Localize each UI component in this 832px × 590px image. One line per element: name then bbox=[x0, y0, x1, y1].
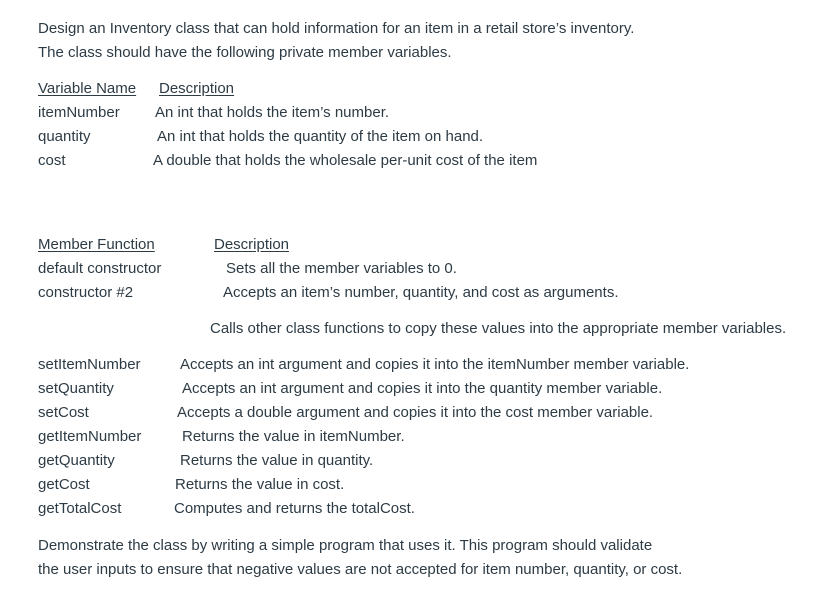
variable-name: quantity bbox=[38, 128, 91, 145]
function-name: setItemNumber bbox=[38, 356, 141, 373]
outro-line-2: the user inputs to ensure that negative values are not accepted for item number, quantity, or cost. bbox=[38, 561, 683, 578]
function-description: Accepts an int argument and copies it into the quantity member variable. bbox=[182, 380, 663, 397]
function-name: getItemNumber bbox=[38, 428, 142, 445]
function-description: Accepts an int argument and copies it into the itemNumber member variable. bbox=[180, 356, 690, 373]
function-description: Accepts an item’s number, quantity, and cost as arguments. bbox=[223, 284, 619, 301]
function-name: getCost bbox=[38, 476, 90, 493]
intro-line-2: The class should have the following private member variables. bbox=[38, 44, 452, 61]
function-name: default constructor bbox=[38, 260, 162, 277]
function-description: Sets all the member variables to 0. bbox=[226, 260, 457, 277]
function-name: setCost bbox=[38, 404, 89, 421]
variable-name: itemNumber bbox=[38, 104, 120, 121]
variable-description: A double that holds the wholesale per-unit cost of the item bbox=[153, 152, 538, 169]
function-name: getTotalCost bbox=[38, 500, 122, 517]
function-description: Returns the value in quantity. bbox=[180, 452, 374, 469]
function-name: constructor #2 bbox=[38, 284, 134, 301]
function-description: Computes and returns the totalCost. bbox=[174, 500, 415, 517]
variable-name-header: Variable Name bbox=[38, 80, 137, 97]
function-name: getQuantity bbox=[38, 452, 115, 469]
function-description: Returns the value in itemNumber. bbox=[182, 428, 405, 445]
function-description: Accepts a double argument and copies it into the cost member variable. bbox=[177, 404, 654, 421]
function-description-continued: Calls other class functions to copy these values into the appropriate member variables. bbox=[210, 320, 787, 337]
outro-line-1: Demonstrate the class by writing a simple program that uses it. This program should validate bbox=[38, 537, 653, 554]
variable-name: cost bbox=[38, 152, 66, 169]
function-description-header: Description bbox=[214, 236, 290, 253]
member-function-header: Member Function bbox=[38, 236, 155, 253]
function-name: setQuantity bbox=[38, 380, 114, 397]
variable-description-header: Description bbox=[159, 80, 235, 97]
function-description: Returns the value in cost. bbox=[175, 476, 345, 493]
variable-description: An int that holds the item’s number. bbox=[155, 104, 390, 121]
variable-description: An int that holds the quantity of the item on hand. bbox=[157, 128, 484, 145]
intro-line-1: Design an Inventory class that can hold information for an item in a retail store’s inventory. bbox=[38, 20, 635, 37]
